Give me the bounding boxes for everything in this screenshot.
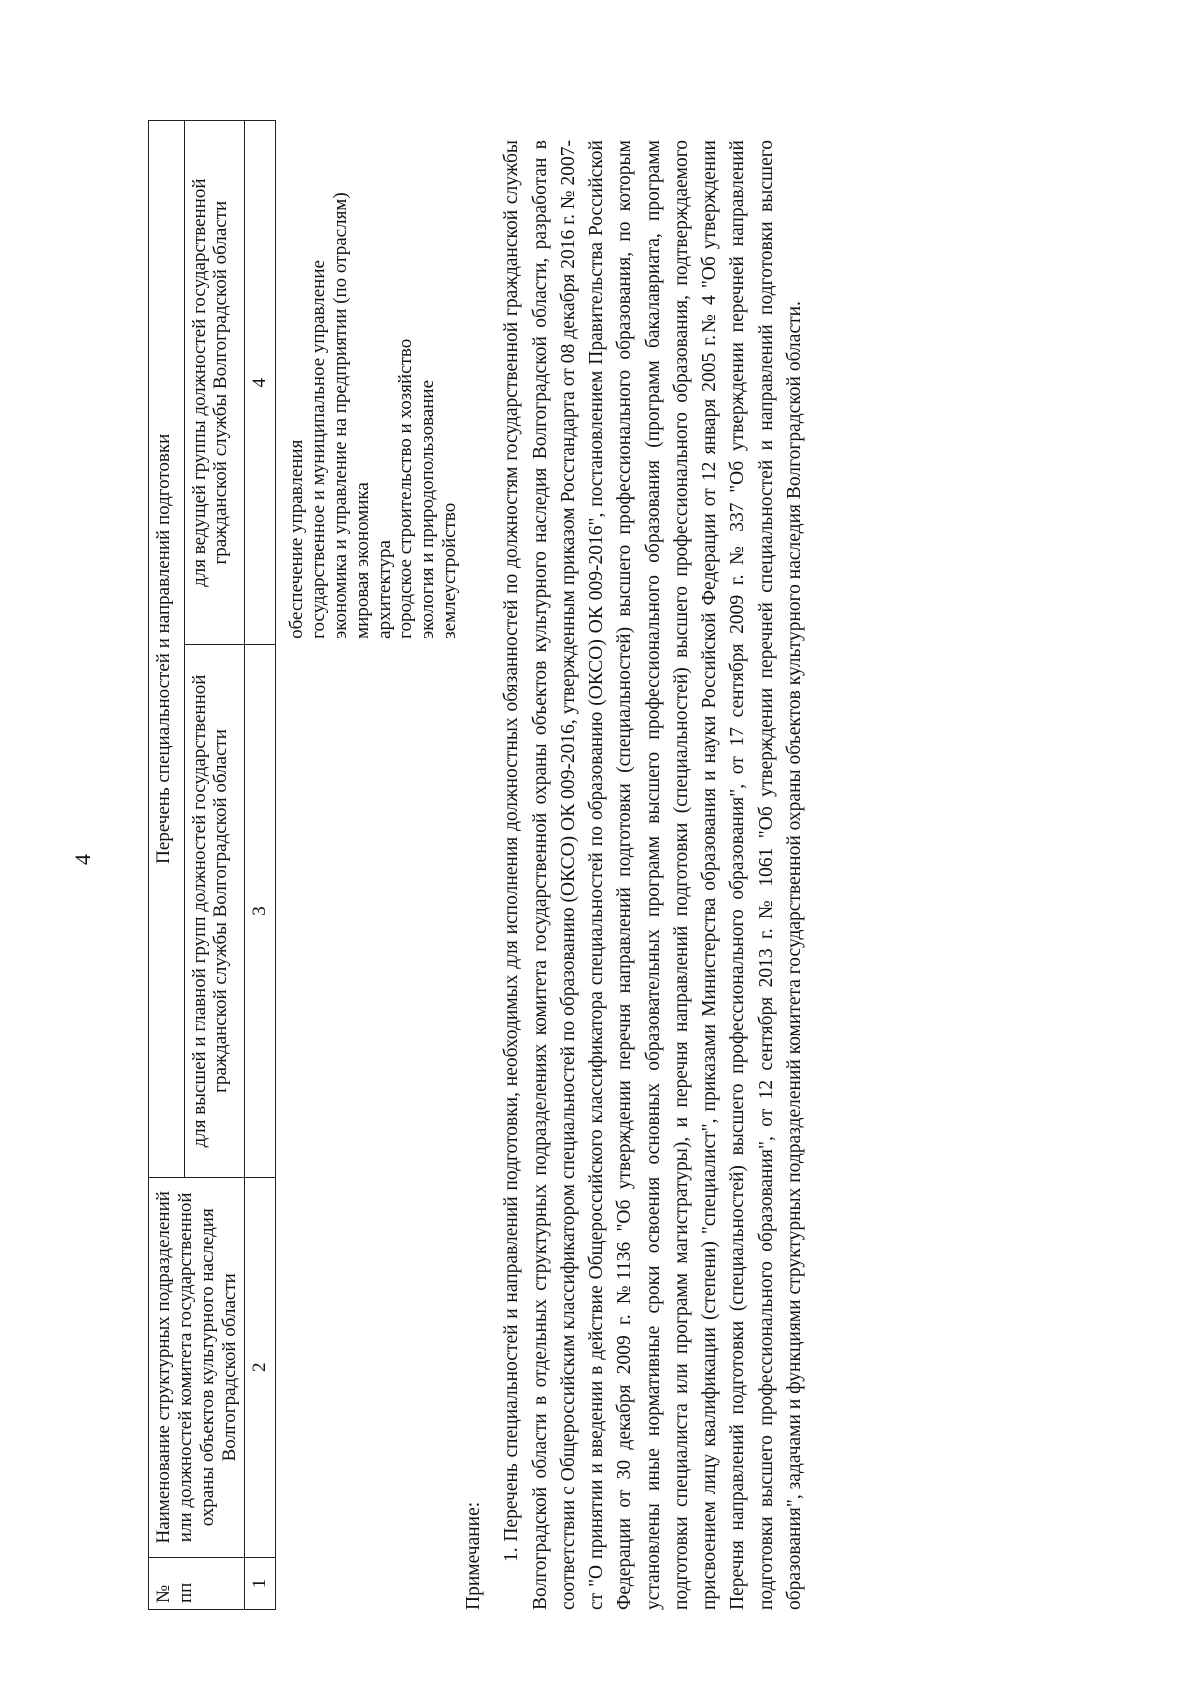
header-lead-group: для ведущей группы должностей государственной гражданской службы Волгоградской области [184,121,245,645]
list-item: государственное и муниципальное управление [308,260,330,639]
row-lead-cell [276,121,465,645]
list-item: землеустройство [439,502,461,639]
note-section [460,140,809,1610]
table-header-row [149,121,185,1610]
row-senior-cell [276,645,465,1177]
note-title: Примечание: [463,1501,484,1610]
list-item: архитектура [373,540,395,639]
table-column-numbers-row [245,121,276,1610]
column-number-1: 1 [245,1558,276,1610]
row-name-cell [276,1177,465,1557]
list-item: городское строительство и хозяйство [395,338,417,639]
list-item: мировая экономика [351,482,373,639]
column-number-3: 3 [245,645,276,1177]
page-number: 4 [70,854,95,865]
list-item: экономика и управление на предприятии (по отраслям) [329,192,351,639]
specialties-table [148,120,465,1610]
list-item: экология и природопользование [417,380,439,639]
header-senior-groups: для высшей и главной групп должностей государственной гражданской службы Волгоградской области [184,645,245,1177]
rotated-document-page [30,30,1180,1670]
note-paragraph: 1. Перечень специальностей и направлений подготовки, необходимых для исполнения должностных обязанностей по должностям государственной гражданской службы Волгоградской области в отдельных структурных подразделениях комитета государственной охраны объектов культурного наследия Волгоградской области, разработан в соответствии с Общероссийским классификатором специальностей по образованию (ОКСО) ОК 009-2016, утвержденным приказом Росстандарта от 08 декабря 2016 г. № 2007-ст "О принятии и введении в действие Общероссийского классификатора специальностей по образованию (ОКСО) ОК 009-2016", постановлением Правительства Российской Федерации от 30 декабря 2009 г. №1136 "Об утверждении перечня направлений подготовки (специальностей) высшего профессионального образования, по которым установлены иные нормативные сроки освоения основных образовательных программ высшего профессионального образования (программ бакалавриата, программ подготовки специалиста или программ магистратуры), и перечня направлений подготовки (специальностей) высшего профессионального образования, подтверждаемого присвоением лицу квалификации (степени) "специалист", приказами Министерства образования и науки Российской Федерации от 12 января 2005 г.№ 4 "Об утверждении Перечня направлений подготовки (специальностей) высшего профессионального образования", от 17 сентября 2009 г. № 337 "Об утверждении перечней направлений подготовки высшего профессионального образования", от 12 сентября 2013 г. № 1061 "Об утверждении перечней специальностей и направлений подготовки высшего образования", задачами и функциями структурных подразделений комитета государственной охраны объектов культурного наследия Волгоградской области. [501,140,805,1610]
header-unit-name: Наименование структурных подразделений или должностей комитета государственной охраны объектов культурного наследия Волгоградской области [149,1177,245,1557]
column-number-2: 2 [245,1177,276,1557]
header-specialties-list: Перечень специальностей и направлений подготовки [149,121,185,1178]
row-number-cell [276,1558,465,1610]
header-number: № пп [149,1558,245,1610]
table-row [276,121,465,1610]
list-item: обеспечение управления [286,439,308,639]
column-number-4: 4 [245,121,276,645]
